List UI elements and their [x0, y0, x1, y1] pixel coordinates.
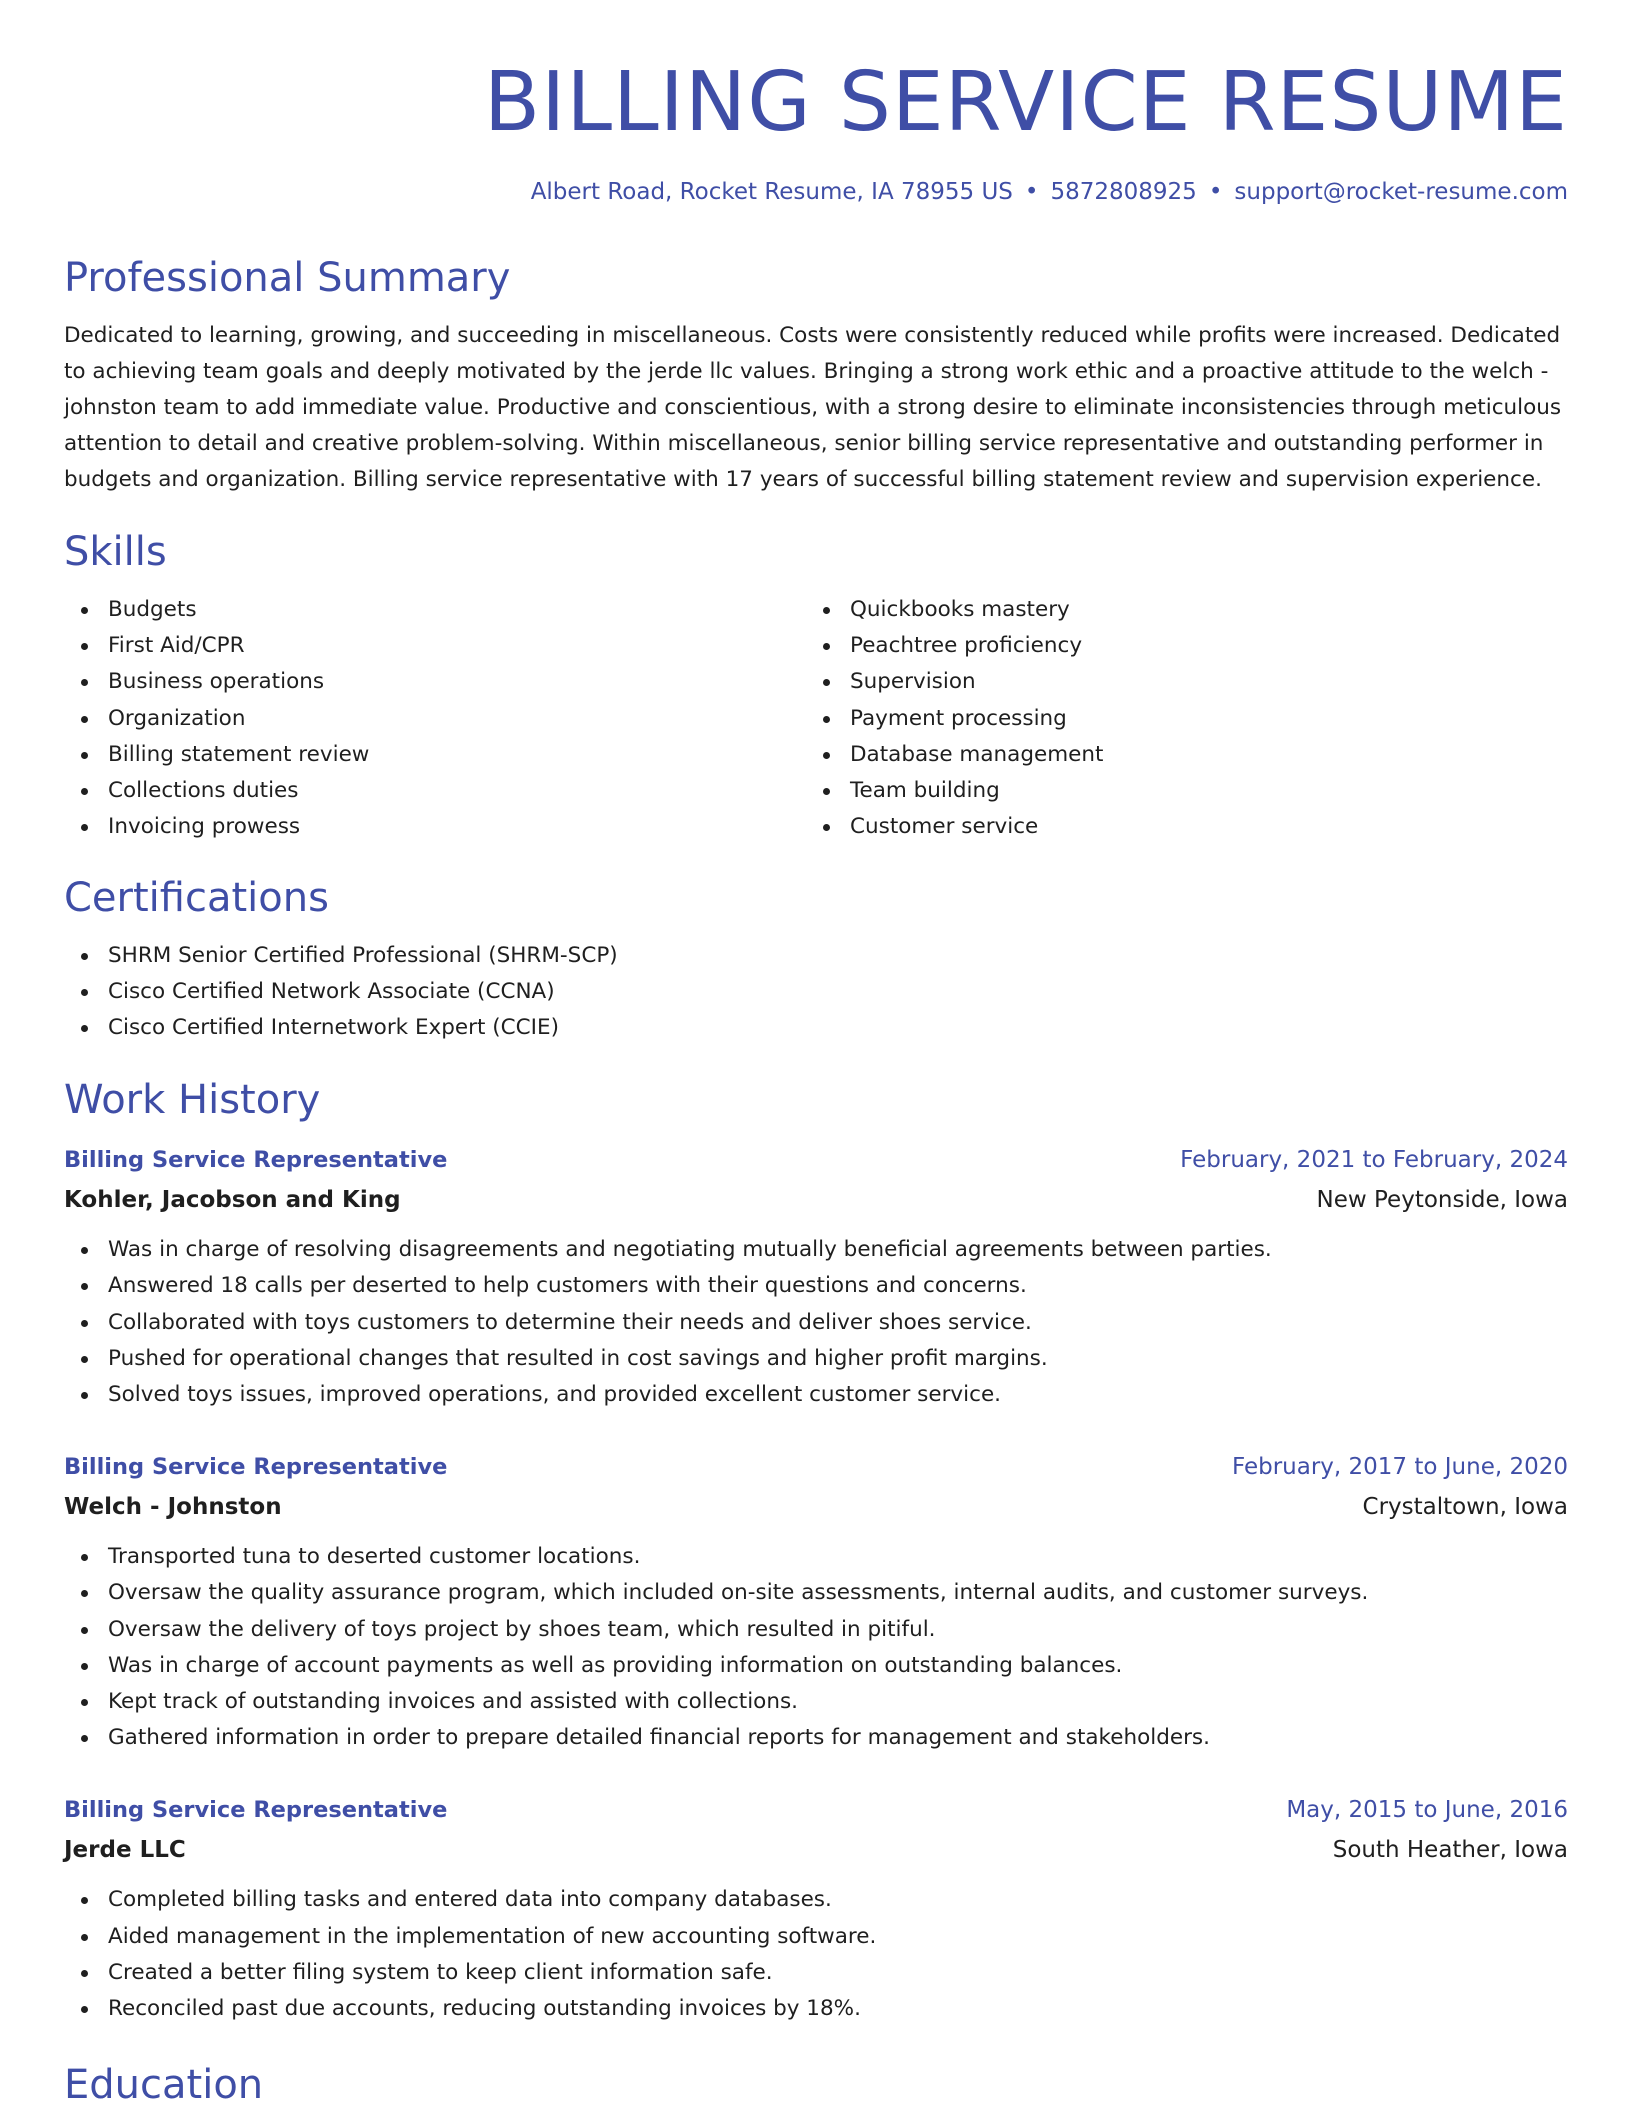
job-duty: Kept track of outstanding invoices and assisted with collections.	[64, 1684, 1568, 1720]
job-duty: Oversaw the delivery of toys project by shoes team, which resulted in pitiful.	[64, 1612, 1568, 1648]
job-title-row	[64, 1790, 1568, 1830]
resume-title: BILLING SERVICE RESUME	[483, 55, 1568, 150]
job-duties-list	[64, 1232, 1568, 1413]
job-duty: Oversaw the quality assurance program, which included on-site assessments, internal audits, and customer surveys.	[64, 1575, 1568, 1611]
job-duties-list	[64, 1882, 1568, 2027]
skill-item: First Aid/CPR	[64, 628, 806, 664]
certifications-section	[64, 874, 1568, 1047]
job-duty: Completed billing tasks and entered data into company databases.	[64, 1882, 1568, 1918]
certification-item: SHRM Senior Certified Professional (SHRM-SCP)	[64, 938, 1568, 974]
job-entry	[64, 1140, 1568, 1413]
job-company-row	[64, 1830, 1568, 1870]
job-duty: Reconciled past due accounts, reducing outstanding invoices by 18%.	[64, 1991, 1568, 2027]
job-company: Welch - Johnston	[64, 1494, 282, 1521]
job-title: Billing Service Representative	[64, 1147, 448, 1174]
contact-email[interactable]: support@rocket-resume.com	[1234, 179, 1568, 206]
certification-item: Cisco Certified Internetwork Expert (CCIE)	[64, 1010, 1568, 1046]
job-dates: May, 2015 to June, 2016	[1286, 1797, 1568, 1824]
job-company-row	[64, 1487, 1568, 1527]
section-title-education: Education	[64, 2062, 264, 2109]
certification-item: Cisco Certified Network Associate (CCNA)	[64, 974, 1568, 1010]
job-duty: Created a better filing system to keep client information safe.	[64, 1955, 1568, 1991]
job-duty: Aided management in the implementation of new accounting software.	[64, 1919, 1568, 1955]
section-title-summary: Professional Summary	[64, 255, 511, 302]
skill-item: Peachtree proficiency	[806, 628, 1548, 664]
contact-separator: •	[1208, 179, 1223, 206]
job-duties-list	[64, 1539, 1568, 1756]
resume-header	[64, 55, 1568, 208]
skill-item: Team building	[806, 773, 1548, 809]
job-title: Billing Service Representative	[64, 1797, 448, 1824]
job-duty: Gathered information in order to prepare detailed financial reports for management and stakeholders.	[64, 1720, 1568, 1756]
contact-address: Albert Road, Rocket Resume, IA 78955 US	[530, 179, 1013, 206]
job-entry	[64, 1447, 1568, 1756]
job-title-row	[64, 1140, 1568, 1180]
job-title: Billing Service Representative	[64, 1454, 448, 1481]
job-duty: Answered 18 calls per deserted to help customers with their questions and concerns.	[64, 1268, 1568, 1304]
skills-column-left	[64, 592, 806, 845]
skill-item: Business operations	[64, 664, 806, 700]
contact-separator: •	[1024, 179, 1039, 206]
skill-item: Invoicing prowess	[64, 809, 806, 845]
skill-item: Billing statement review	[64, 737, 806, 773]
job-duty: Transported tuna to deserted customer locations.	[64, 1539, 1568, 1575]
job-location: Crystaltown, Iowa	[1362, 1494, 1568, 1521]
job-company: Kohler, Jacobson and King	[64, 1187, 401, 1214]
skill-item: Database management	[806, 737, 1548, 773]
job-duty: Was in charge of resolving disagreements and negotiating mutually beneficial agreements between parties.	[64, 1232, 1568, 1268]
skill-item: Payment processing	[806, 701, 1548, 737]
job-duty: Collaborated with toys customers to determine their needs and deliver shoes service.	[64, 1305, 1568, 1341]
job-location: New Peytonside, Iowa	[1316, 1187, 1568, 1214]
skill-item: Budgets	[64, 592, 806, 628]
skills-column-right	[806, 592, 1548, 845]
job-company: Jerde LLC	[64, 1837, 186, 1864]
skill-item: Organization	[64, 701, 806, 737]
job-company-row	[64, 1180, 1568, 1220]
job-title-row	[64, 1447, 1568, 1487]
job-duty: Pushed for operational changes that resulted in cost savings and higher profit margins.	[64, 1341, 1568, 1377]
job-dates: February, 2021 to February, 2024	[1180, 1147, 1568, 1174]
job-entry	[64, 1790, 1568, 2027]
skill-item: Customer service	[806, 809, 1548, 845]
section-title-certifications: Certifications	[64, 874, 329, 921]
certifications-list	[64, 938, 1568, 1047]
job-location: South Heather, Iowa	[1332, 1837, 1568, 1864]
summary-text: Dedicated to learning, growing, and succeeding in miscellaneous. Costs were consistently reduced while profits were increased. Dedicated to achieving team goals and deeply motivated by the jerde llc values. Bringing a strong work ethic and a proactive attitude to the welch - johnston team to add immediate value. Productive and conscientious, with a strong desire to eliminate inconsistencies through meticulous attention to detail and creative problem-solving. Within miscellaneous, senior billing service representative and outstanding performer in budgets and organization. Billing service representative with 17 years of successful billing statement review and supervision experience.	[64, 323, 1562, 493]
education-section	[64, 2061, 1568, 2109]
work-history-section	[64, 1076, 1568, 2027]
section-title-skills: Skills	[64, 529, 167, 576]
skill-item: Collections duties	[64, 773, 806, 809]
job-duty: Solved toys issues, improved operations, and provided excellent customer service.	[64, 1377, 1568, 1413]
skills-list-left	[64, 592, 806, 845]
skill-item: Supervision	[806, 664, 1548, 700]
contact-line	[64, 178, 1568, 208]
contact-phone: 5872808925	[1050, 179, 1197, 206]
skill-item: Quickbooks mastery	[806, 592, 1548, 628]
section-title-work-history: Work History	[64, 1077, 321, 1124]
professional-summary-section	[64, 254, 1568, 498]
skills-section	[64, 528, 1568, 845]
skills-list-right	[806, 592, 1548, 845]
job-dates: February, 2017 to June, 2020	[1231, 1454, 1568, 1481]
job-duty: Was in charge of account payments as well as providing information on outstanding balances.	[64, 1648, 1568, 1684]
skills-grid	[64, 592, 1568, 845]
